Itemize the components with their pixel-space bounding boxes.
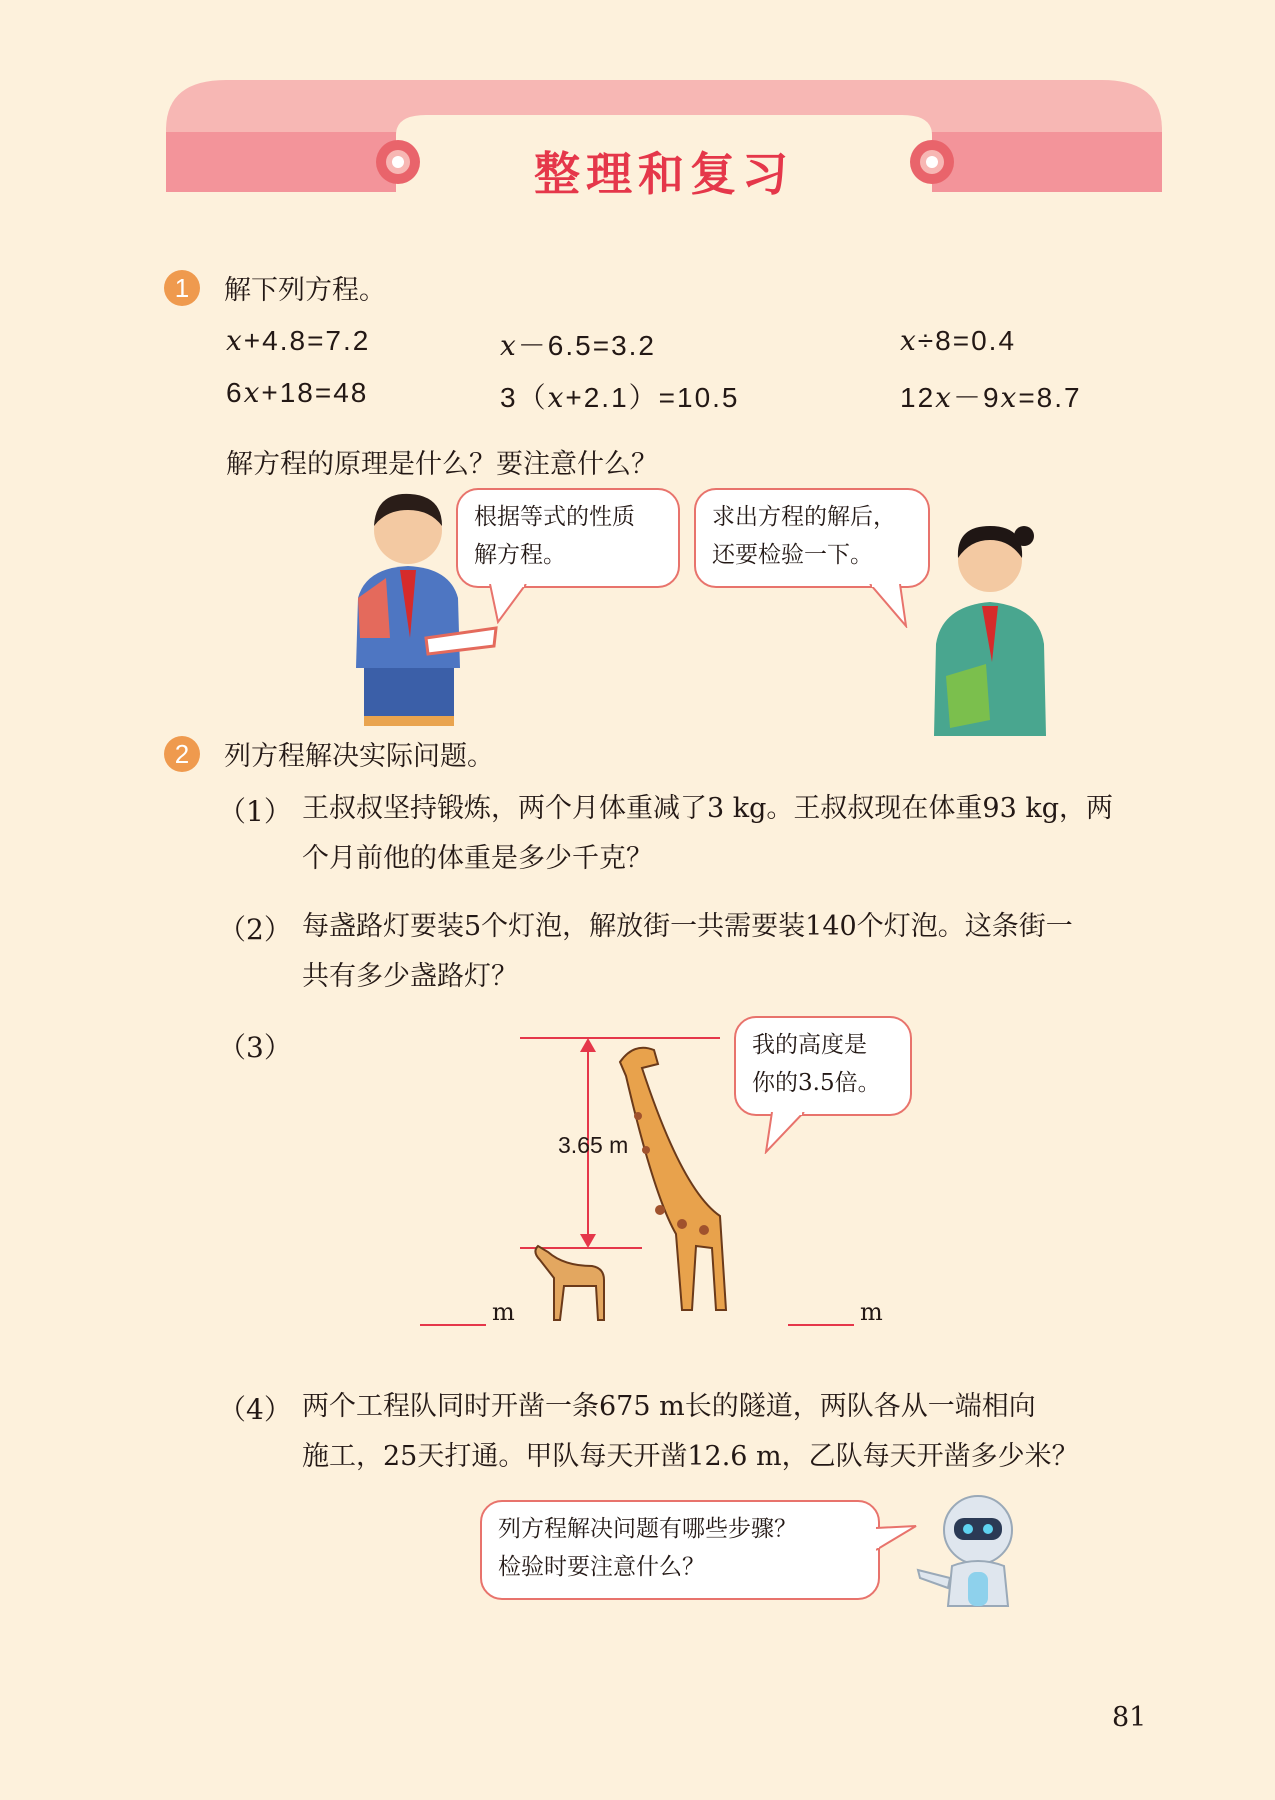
equation-2: x－6.5=3.2 [500, 329, 656, 362]
equation-1: x+4.8=7.2 [226, 324, 371, 357]
unit-label-right: m [860, 1298, 883, 1326]
q1-question: 解方程的原理是什么？要注意什么？ [226, 449, 658, 480]
question-number-badge: 1 [164, 270, 200, 306]
problem-1-label: （1） [218, 795, 292, 828]
speech-bubble-giraffe: 我的高度是 你的3.5倍。 [734, 1016, 912, 1116]
page-number: 81 [1112, 1702, 1147, 1733]
header-banner [166, 80, 1162, 201]
bubble-tail [488, 584, 532, 624]
answer-blank-giraffe[interactable] [788, 1324, 854, 1326]
q2-instruction: 列方程解决实际问题。 [224, 741, 494, 772]
equation-6: 12x－9x=8.7 [900, 381, 1082, 414]
equation-4: 6x+18=48 [226, 376, 369, 409]
problem-2-text: 每盏路灯要装5个灯泡，解放街一共需要装140个灯泡。这条街一 共有多少盏路灯？ [302, 911, 1073, 992]
deer-icon [535, 1246, 604, 1320]
page-title: 整理和复习 [534, 147, 794, 201]
equation-3: x÷8=0.4 [900, 324, 1017, 357]
problem-4-label: （4） [218, 1393, 292, 1426]
unit-label-left: m [492, 1298, 515, 1326]
bubble-tail [866, 584, 910, 628]
answer-blank-deer[interactable] [420, 1324, 486, 1326]
q1-instruction: 解下列方程。 [224, 275, 386, 306]
problem-2-label: （2） [218, 913, 292, 946]
height-label: 3.65 m [558, 1132, 629, 1158]
girl-with-book-illustration [924, 514, 1054, 740]
equation-5: 3（x+2.1）=10.5 [500, 381, 740, 414]
giraffe-icon [620, 1048, 726, 1310]
problem-1-text: 王叔叔坚持锻炼，两个月体重减了3 kg。王叔叔现在体重93 kg，两 个月前他的体重是多少千克？ [302, 793, 1113, 874]
speech-bubble-girl: 求出方程的解后， 还要检验一下。 [694, 488, 930, 588]
speech-bubble-boy: 根据等式的性质 解方程。 [456, 488, 680, 588]
robot-icon [910, 1488, 1030, 1608]
question-number-badge: 2 [164, 736, 200, 772]
problem-4-text: 两个工程队同时开凿一条675 m长的隧道，两队各从一端相向 施工，25天打通。甲队每天开凿12.6 m，乙队每天开凿多少米？ [302, 1391, 1079, 1472]
bubble-tail [764, 1112, 810, 1154]
speech-bubble-robot: 列方程解决问题有哪些步骤？ 检验时要注意什么？ [480, 1500, 880, 1600]
problem-3-label: （3） [218, 1031, 292, 1064]
